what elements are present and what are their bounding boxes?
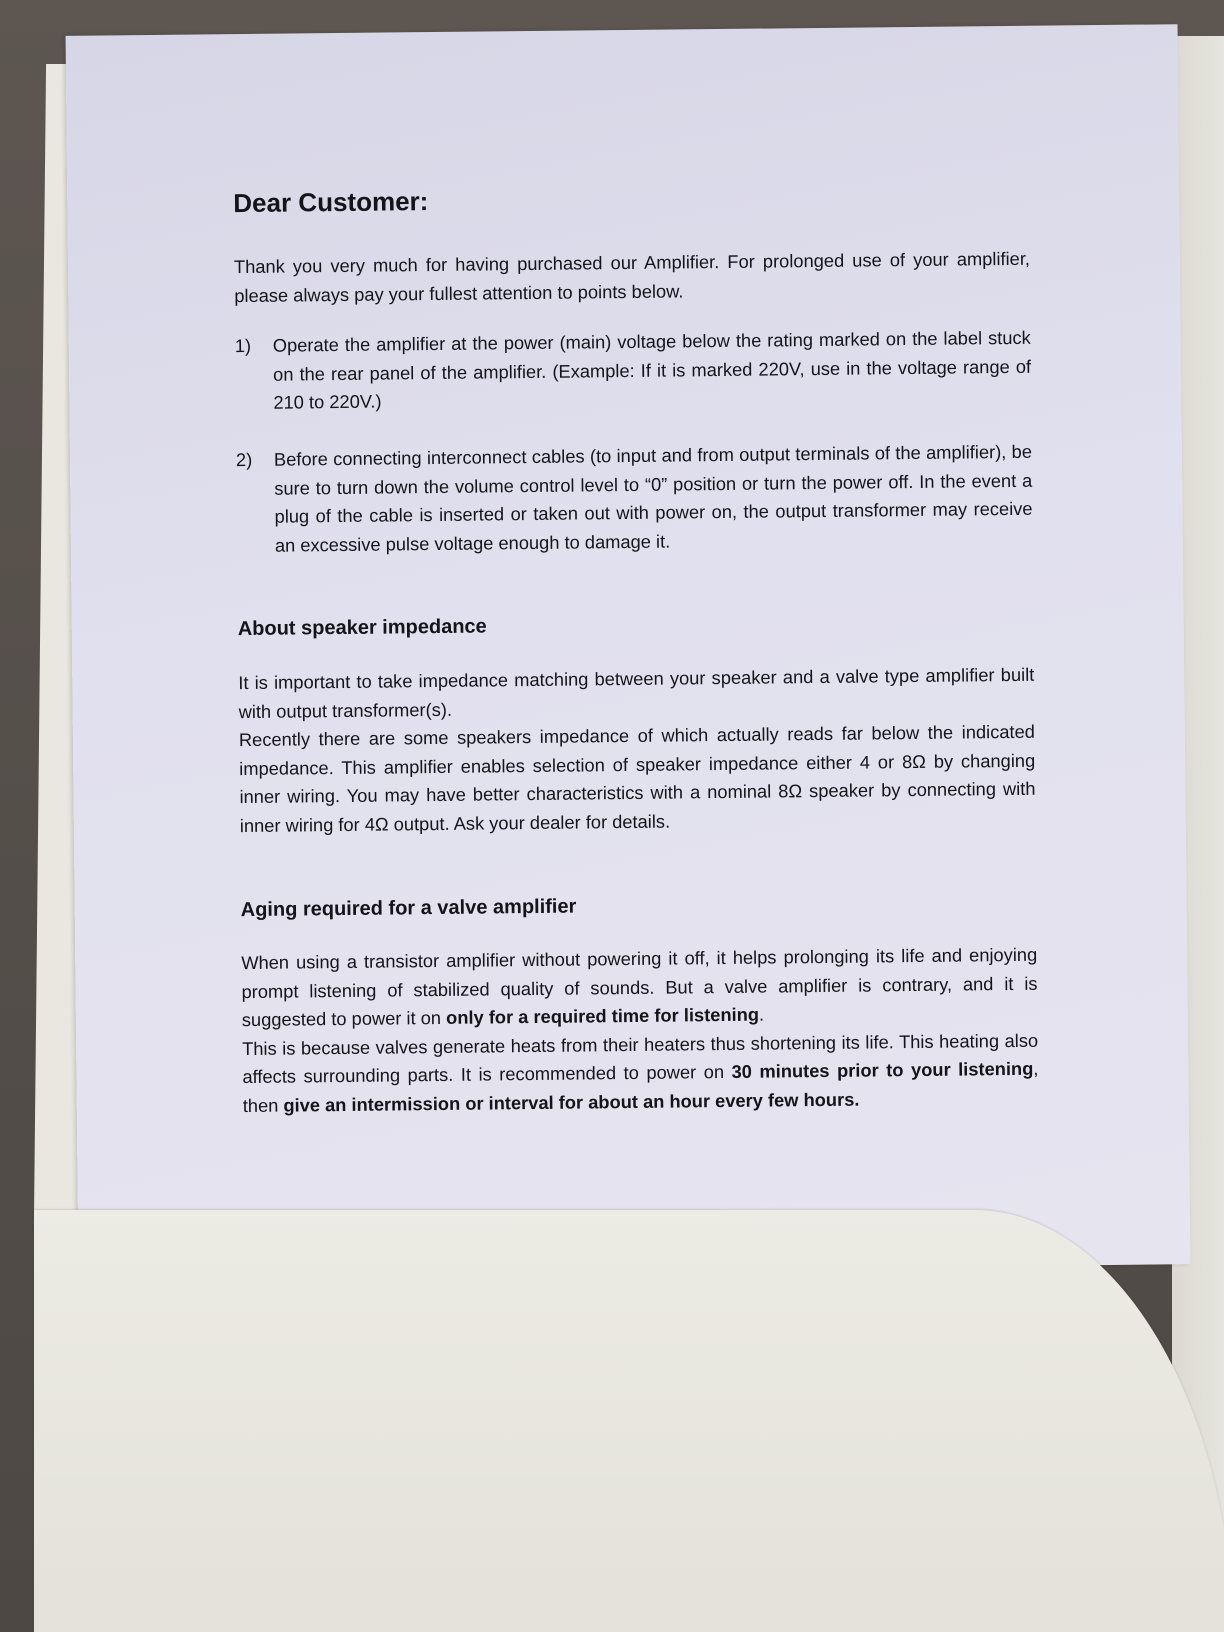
letter-content xyxy=(233,178,1039,1143)
letter-title: Dear Customer: xyxy=(233,186,429,219)
letter-page xyxy=(66,24,1191,1276)
aging-paragraph-1 xyxy=(241,941,1038,1035)
aging-heading: Aging required for a valve amplifier xyxy=(240,895,577,921)
impedance-paragraph-1: It is important to take impedance matching between your speaker and a valve type amplifier built with output transformer(s). xyxy=(238,663,1035,722)
list-item-text: Operate the amplifier at the power (main) voltage below the rating marked on the label stuck on the rear panel of the amplifier. (Example: If it is marked 220V, use in the voltage range of 210 to 220V.) xyxy=(272,326,1032,414)
aging-text: , then xyxy=(242,1058,1039,1117)
aging-text: When using a transistor amplifier without powering it off, it helps prolonging its life and enjoying prompt listening of stabilized quality of sounds. But a valve amplifier is contrary, and it is suggested to power it on xyxy=(241,943,1038,1031)
aging-paragraph-2 xyxy=(242,1027,1039,1121)
impedance-heading: About speaker impedance xyxy=(237,615,487,641)
impedance-paragraph-2: Recently there are some speakers impedance of which actually reads far below the indicated impedance. This amplifier enables selection of speaker impedance either 4 or 8Ω by changing inner wiring. You may have better characteristics with a nominal 8Ω speaker by connecting with inner wiring for 4Ω output. Ask your dealer for details. xyxy=(238,720,1036,836)
aging-text: This is because valves generate heats from their heaters thus shortening its life. This heating also affects surrounding parts. It is recommended to power on xyxy=(242,1029,1039,1088)
aging-emphasis: give an intermission or interval for about an hour every few hours. xyxy=(283,1088,860,1116)
folder-pocket xyxy=(34,1210,1224,1632)
list-item-number: 1) xyxy=(234,335,252,357)
list-item xyxy=(235,324,1032,418)
list-item-text: Before connecting interconnect cables (to input and from output terminals of the amplifier), be sure to turn down the volume control level to “0” position or turn the power off. In the event a plug of the cable is inserted or taken out with power on, the output transformer may receive an excessive pulse voltage enough to damage it. xyxy=(273,440,1033,556)
aging-emphasis: 30 minutes prior to your listening xyxy=(731,1058,1034,1083)
intro-paragraph: Thank you very much for having purchased our Amplifier. For prolonged use of your amplifier, please always pay your fullest attention to points below. xyxy=(233,247,1031,306)
aging-emphasis: only for a required time for listening xyxy=(446,1003,760,1029)
list-item xyxy=(236,438,1033,561)
list-item-number: 2) xyxy=(235,448,253,471)
aging-text: . xyxy=(758,1003,765,1025)
